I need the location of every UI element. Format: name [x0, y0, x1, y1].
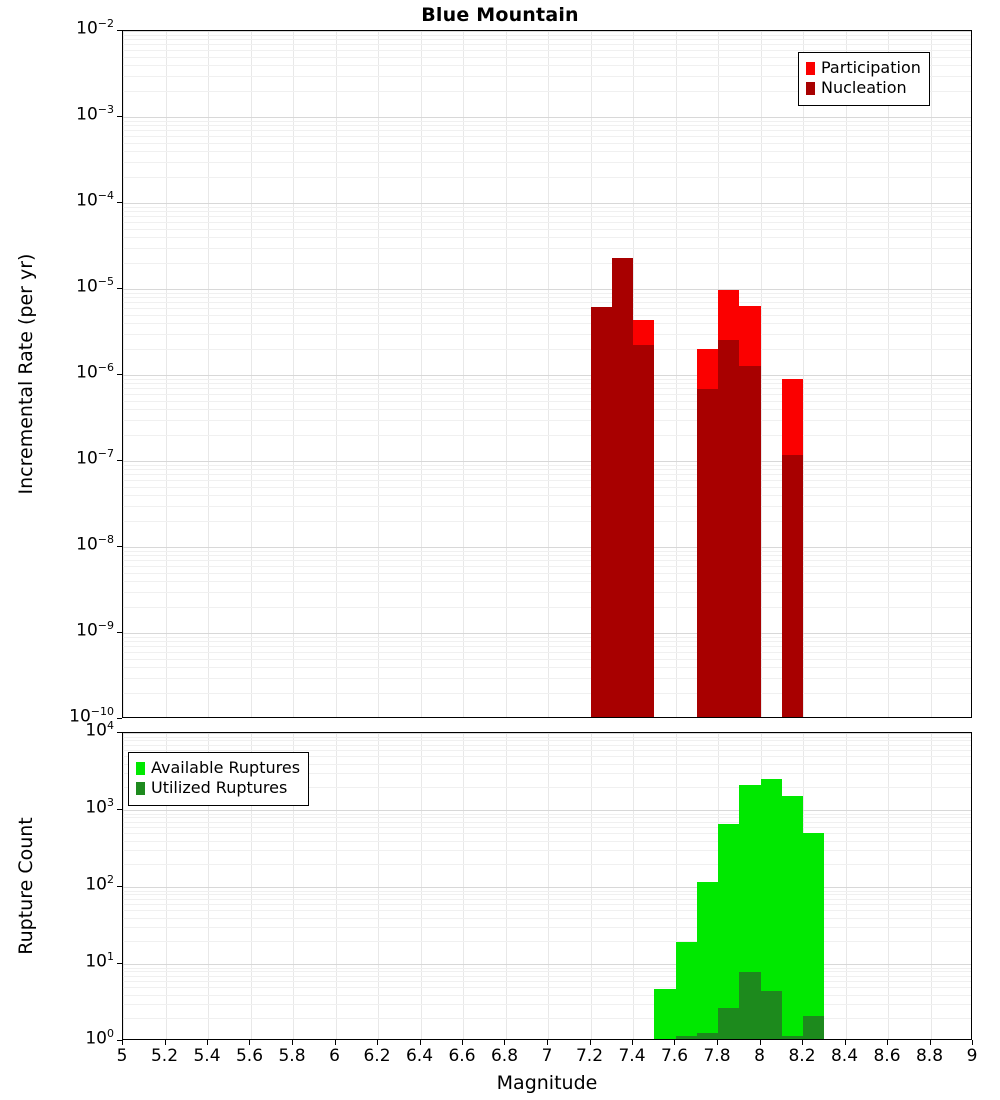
x-axis-tick-label: 5.6 — [235, 1046, 264, 1066]
gridline-vertical — [123, 733, 124, 1039]
page-title: Blue Mountain — [421, 4, 579, 26]
bar-rupture-count-utilized-ruptures-5 — [697, 1033, 718, 1039]
y-axis-tick-label: $10^{-4}$ — [76, 189, 114, 211]
y-axis-tick-label: $10^4$ — [85, 719, 114, 741]
x-axis-tick-mark — [845, 1040, 846, 1045]
gridline-horizontal-minor — [123, 566, 971, 567]
gridline-vertical — [846, 733, 847, 1039]
bar-incremental-rate-nucleation-4 — [718, 340, 739, 717]
x-axis-tick-mark — [420, 1040, 421, 1045]
gridline-horizontal-minor — [123, 891, 971, 892]
gridline-vertical — [888, 733, 889, 1039]
gridline-horizontal — [123, 633, 971, 634]
gridline-vertical — [931, 31, 932, 717]
gridline-horizontal-minor — [123, 50, 971, 51]
gridline-vertical — [378, 31, 379, 717]
legend-swatch-icon — [136, 782, 145, 795]
gridline-vertical — [506, 31, 507, 717]
gridline-horizontal — [123, 887, 971, 888]
gridline-horizontal-minor — [123, 151, 971, 152]
gridline-horizontal-minor — [123, 480, 971, 481]
gridline-vertical — [506, 733, 507, 1039]
gridline-horizontal-minor — [123, 207, 971, 208]
gridline-horizontal-minor — [123, 607, 971, 608]
y-axis-tick-mark — [117, 632, 122, 633]
gridline-horizontal-minor — [123, 136, 971, 137]
bar-rupture-count-utilized-ruptures-10 — [803, 1016, 824, 1039]
y-axis-tick-mark — [117, 202, 122, 203]
gridline-horizontal-minor — [123, 667, 971, 668]
bar-rupture-count-utilized-ruptures-8 — [761, 991, 782, 1039]
y-axis-tick-mark — [117, 288, 122, 289]
bar-incremental-rate-nucleation-1 — [612, 258, 633, 717]
bar-rupture-count-available-ruptures-3 — [654, 989, 675, 1039]
gridline-horizontal-minor — [123, 293, 971, 294]
gridline-horizontal-minor — [123, 349, 971, 350]
gridline-horizontal-minor — [123, 465, 971, 466]
gridline-vertical — [421, 31, 422, 717]
y-axis-tick-label: $10^1$ — [85, 950, 114, 972]
legend-swatch-icon — [806, 62, 815, 75]
gridline-vertical — [463, 733, 464, 1039]
gridline-horizontal-minor — [123, 894, 971, 895]
gridline-horizontal-minor — [123, 971, 971, 972]
gridline-horizontal-minor — [123, 987, 971, 988]
x-axis-tick-mark — [930, 1040, 931, 1045]
gridline-vertical — [846, 31, 847, 717]
x-axis-tick-mark — [590, 1040, 591, 1045]
gridline-horizontal-minor — [123, 401, 971, 402]
bar-incremental-rate-nucleation-0 — [591, 307, 612, 717]
gridline-horizontal — [123, 964, 971, 965]
gridline-horizontal-minor — [123, 308, 971, 309]
gridline-horizontal-minor — [123, 693, 971, 694]
x-axis-tick-label: 8 — [754, 1046, 765, 1066]
gridline-horizontal-minor — [123, 420, 971, 421]
gridline-vertical — [931, 733, 932, 1039]
gridline-vertical — [336, 31, 337, 717]
gridline-vertical — [378, 733, 379, 1039]
x-axis-tick-mark — [377, 1040, 378, 1045]
y-axis-tick-mark — [117, 374, 122, 375]
bar-rupture-count-utilized-ruptures-4 — [676, 1036, 697, 1039]
gridline-horizontal — [123, 461, 971, 462]
x-axis-tick-mark — [547, 1040, 548, 1045]
legend-swatch-icon — [136, 762, 145, 775]
gridline-horizontal-minor — [123, 833, 971, 834]
gridline-horizontal-minor — [123, 1004, 971, 1005]
gridline-horizontal-minor — [123, 302, 971, 303]
bottom-legend — [128, 752, 309, 806]
legend-label: Participation — [821, 58, 921, 77]
y-axis-tick-mark — [117, 732, 122, 733]
gridline-horizontal — [123, 810, 971, 811]
y-axis-tick-label: $10^3$ — [85, 796, 114, 818]
gridline-horizontal-minor — [123, 263, 971, 264]
gridline-vertical — [463, 31, 464, 717]
top-legend — [798, 52, 930, 106]
gridline-horizontal-minor — [123, 555, 971, 556]
y-axis-tick-label: $10^{-7}$ — [76, 447, 114, 469]
y-axis-tick-mark — [117, 718, 122, 719]
x-axis-tick-mark — [504, 1040, 505, 1045]
gridline-vertical — [548, 31, 549, 717]
top-legend-item — [806, 78, 921, 98]
gridline-horizontal-minor — [123, 506, 971, 507]
legend-swatch-icon — [806, 82, 815, 95]
gridline-horizontal-minor — [123, 521, 971, 522]
gridline-horizontal-minor — [123, 750, 971, 751]
x-axis-tick-label: 5.2 — [150, 1046, 179, 1066]
x-axis-tick-label: 5.4 — [193, 1046, 221, 1066]
gridline-vertical — [123, 31, 124, 717]
gridline-horizontal-minor — [123, 162, 971, 163]
legend-label: Available Ruptures — [151, 758, 301, 777]
x-axis-tick-mark — [760, 1040, 761, 1045]
gridline-horizontal-minor — [123, 678, 971, 679]
gridline-horizontal-minor — [123, 177, 971, 178]
x-axis-tick-label: 7 — [541, 1046, 553, 1066]
bar-rupture-count-utilized-ruptures-6 — [718, 1008, 739, 1039]
y-axis-tick-label: $10^0$ — [85, 1027, 114, 1049]
gridline-horizontal-minor — [123, 581, 971, 582]
gridline-horizontal-minor — [123, 143, 971, 144]
gridline-horizontal-minor — [123, 474, 971, 475]
gridline-horizontal-minor — [123, 814, 971, 815]
gridline-horizontal-minor — [123, 297, 971, 298]
x-axis-tick-mark — [335, 1040, 336, 1045]
bar-rupture-count-utilized-ruptures-9 — [782, 1036, 803, 1039]
gridline-horizontal-minor — [123, 941, 971, 942]
bar-rupture-count-available-ruptures-6 — [718, 824, 739, 1039]
gridline-horizontal-minor — [123, 469, 971, 470]
x-axis-tick-label: 7.2 — [575, 1046, 604, 1066]
x-axis-tick-label: 7.4 — [618, 1046, 646, 1066]
x-axis-tick-label: 5.8 — [278, 1046, 306, 1066]
gridline-horizontal-minor — [123, 976, 971, 977]
bar-rupture-count-available-ruptures-4 — [676, 942, 697, 1039]
x-axis-tick-label: 8.2 — [788, 1046, 816, 1066]
x-axis-tick-label: 8.8 — [915, 1046, 944, 1066]
x-axis-tick-label: 8.4 — [830, 1046, 859, 1066]
gridline-horizontal-minor — [123, 560, 971, 561]
y-axis-tick-label: $10^{-9}$ — [76, 619, 114, 641]
gridline-vertical — [591, 733, 592, 1039]
gridline-vertical — [888, 31, 889, 717]
legend-label: Utilized Ruptures — [151, 778, 288, 798]
x-axis-tick-mark — [249, 1040, 250, 1045]
x-axis-tick-mark — [122, 1040, 123, 1045]
gridline-horizontal-minor — [123, 125, 971, 126]
gridline-horizontal-minor — [123, 229, 971, 230]
y-axis-tick-label: $10^{-8}$ — [76, 533, 114, 555]
gridline-horizontal-minor — [123, 822, 971, 823]
y-axis-tick-label: $10^{-5}$ — [76, 275, 114, 297]
y-axis-tick-mark — [117, 30, 122, 31]
gridline-vertical — [208, 31, 209, 717]
gridline-vertical — [166, 31, 167, 717]
gridline-horizontal-minor — [123, 315, 971, 316]
gridline-horizontal-minor — [123, 121, 971, 122]
gridline-horizontal-minor — [123, 904, 971, 905]
gridline-horizontal-minor — [123, 379, 971, 380]
gridline-horizontal-minor — [123, 248, 971, 249]
gridline-horizontal-minor — [123, 216, 971, 217]
x-axis-tick-label: 6 — [329, 1046, 340, 1066]
gridline-horizontal-minor — [123, 740, 971, 741]
gridline-horizontal-minor — [123, 592, 971, 593]
gridline-horizontal — [123, 547, 971, 548]
y-axis-tick-mark — [117, 546, 122, 547]
gridline-horizontal-minor — [123, 646, 971, 647]
gridline-horizontal — [123, 117, 971, 118]
x-axis-tick-mark — [887, 1040, 888, 1045]
gridline-vertical — [548, 733, 549, 1039]
bar-incremental-rate-nucleation-2 — [633, 345, 654, 717]
x-axis-label: Magnitude — [496, 1072, 598, 1094]
y-axis-tick-label: $10^{-6}$ — [76, 361, 114, 383]
gridline-horizontal-minor — [123, 44, 971, 45]
x-axis-tick-mark — [207, 1040, 208, 1045]
x-axis-tick-mark — [674, 1040, 675, 1045]
gridline-horizontal — [123, 289, 971, 290]
x-axis-tick-mark — [802, 1040, 803, 1045]
gridline-horizontal-minor — [123, 827, 971, 828]
gridline-horizontal-minor — [123, 927, 971, 928]
y-axis-tick-label: $10^{-10}$ — [69, 705, 114, 727]
gridline-horizontal — [123, 733, 971, 734]
gridline-horizontal — [123, 375, 971, 376]
gridline-horizontal-minor — [123, 35, 971, 36]
gridline-horizontal-minor — [123, 850, 971, 851]
gridline-vertical — [293, 31, 294, 717]
gridline-horizontal-minor — [123, 383, 971, 384]
x-axis-tick-label: 7.8 — [703, 1046, 731, 1066]
top-y-axis-label: Incremental Rate (per yr) — [15, 253, 37, 495]
x-axis-tick-label: 8.6 — [873, 1046, 901, 1066]
gridline-horizontal-minor — [123, 409, 971, 410]
y-axis-tick-label: $10^{-3}$ — [76, 103, 114, 125]
gridline-horizontal-minor — [123, 817, 971, 818]
gridline-horizontal-minor — [123, 487, 971, 488]
gridline-horizontal-minor — [123, 211, 971, 212]
gridline-horizontal-minor — [123, 652, 971, 653]
gridline-horizontal-minor — [123, 968, 971, 969]
y-axis-tick-mark — [117, 809, 122, 810]
bottom-legend-item — [136, 778, 300, 798]
gridline-horizontal-minor — [123, 637, 971, 638]
gridline-horizontal-minor — [123, 573, 971, 574]
gridline-horizontal-minor — [123, 39, 971, 40]
gridline-horizontal-minor — [123, 1018, 971, 1019]
gridline-horizontal-minor — [123, 899, 971, 900]
y-axis-tick-label: $10^{-2}$ — [76, 17, 114, 39]
gridline-horizontal-minor — [123, 918, 971, 919]
gridline-horizontal-minor — [123, 737, 971, 738]
gridline-vertical — [336, 733, 337, 1039]
x-axis-tick-mark — [717, 1040, 718, 1045]
gridline-horizontal-minor — [123, 323, 971, 324]
gridline-vertical — [761, 31, 762, 717]
gridline-horizontal-minor — [123, 495, 971, 496]
gridline-horizontal-minor — [123, 841, 971, 842]
bar-incremental-rate-nucleation-5 — [739, 366, 760, 717]
x-axis-tick-label: 9 — [966, 1046, 978, 1066]
gridline-vertical — [421, 733, 422, 1039]
bar-incremental-rate-nucleation-6 — [782, 455, 803, 717]
gridline-horizontal — [123, 203, 971, 204]
legend-label: Nucleation — [821, 78, 907, 98]
bottom-legend-item — [136, 758, 300, 778]
gridline-horizontal-minor — [123, 551, 971, 552]
top-legend-item — [806, 58, 921, 78]
x-axis-tick-label: 6.2 — [363, 1046, 391, 1066]
y-axis-tick-label: $10^2$ — [85, 873, 114, 895]
x-axis-tick-mark — [292, 1040, 293, 1045]
x-axis-tick-label: 6.8 — [490, 1046, 519, 1066]
bar-rupture-count-utilized-ruptures-7 — [739, 972, 760, 1039]
bar-rupture-count-available-ruptures-5 — [697, 882, 718, 1039]
gridline-horizontal-minor — [123, 222, 971, 223]
x-axis-tick-mark — [462, 1040, 463, 1045]
x-axis-tick-label: 7.6 — [660, 1046, 689, 1066]
gridline-horizontal — [123, 31, 971, 32]
gridline-vertical — [251, 31, 252, 717]
x-axis-tick-mark — [632, 1040, 633, 1045]
gridline-vertical — [803, 31, 804, 717]
x-axis-tick-mark — [972, 1040, 973, 1045]
x-axis-tick-label: 6.4 — [405, 1046, 434, 1066]
gridline-horizontal-minor — [123, 435, 971, 436]
gridline-horizontal-minor — [123, 995, 971, 996]
x-axis-tick-label: 5 — [116, 1046, 128, 1066]
bar-rupture-count-available-ruptures-9 — [782, 796, 803, 1039]
gridline-horizontal-minor — [123, 237, 971, 238]
y-axis-tick-mark — [117, 460, 122, 461]
bottom-y-axis-label: Rupture Count — [15, 817, 37, 955]
gridline-horizontal-minor — [123, 659, 971, 660]
gridline-horizontal-minor — [123, 130, 971, 131]
gridline-horizontal-minor — [123, 388, 971, 389]
gridline-vertical — [633, 733, 634, 1039]
incremental-rate-plot — [122, 30, 972, 718]
gridline-horizontal-minor — [123, 334, 971, 335]
gridline-horizontal-minor — [123, 394, 971, 395]
y-axis-tick-mark — [117, 963, 122, 964]
y-axis-tick-mark — [117, 116, 122, 117]
gridline-horizontal-minor — [123, 641, 971, 642]
y-axis-tick-mark — [117, 886, 122, 887]
gridline-vertical — [676, 31, 677, 717]
gridline-horizontal-minor — [123, 745, 971, 746]
x-axis-tick-mark — [165, 1040, 166, 1045]
gridline-horizontal-minor — [123, 864, 971, 865]
bar-incremental-rate-nucleation-3 — [697, 389, 718, 717]
x-axis-tick-label: 6.6 — [448, 1046, 476, 1066]
gridline-horizontal-minor — [123, 910, 971, 911]
gridline-horizontal-minor — [123, 981, 971, 982]
